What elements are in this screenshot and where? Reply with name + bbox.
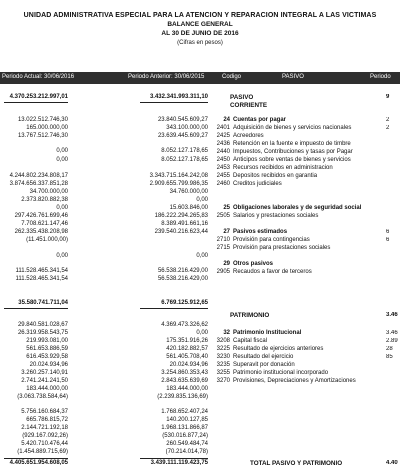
account-code: 27 bbox=[223, 229, 230, 235]
right-value: 3.46 bbox=[386, 330, 398, 336]
account-label: Provisiones, Depreciaciones y Amortizaciones bbox=[233, 378, 356, 384]
asset-value-actual: 665.786.815,72 bbox=[26, 417, 68, 423]
rule bbox=[140, 308, 208, 309]
asset-value-previous: 34.760.000,00 bbox=[169, 189, 208, 195]
asset-value-actual: 13.767.512.746,30 bbox=[17, 133, 68, 139]
total-liabilities-equity-label: TOTAL PASIVO Y PATRIMONIO bbox=[250, 460, 343, 467]
account-code: 2505 bbox=[216, 213, 230, 219]
account-code: 3230 bbox=[216, 354, 230, 360]
rule bbox=[4, 458, 68, 459]
rule bbox=[4, 102, 68, 103]
asset-value-actual: 2.741.241.241,50 bbox=[21, 378, 68, 384]
asset-value-previous: 1.768.652.407,24 bbox=[161, 409, 208, 415]
col-header-right: Periodo bbox=[370, 74, 391, 80]
asset-value-previous: 175.351.916,26 bbox=[166, 338, 208, 344]
right-value: 2 bbox=[386, 117, 390, 123]
account-code: 2425 bbox=[216, 133, 230, 139]
asset-value-previous: 239.540.216.623,44 bbox=[154, 229, 208, 235]
account-label: Anticipos sobre ventas de bienes y servicios bbox=[233, 157, 351, 163]
right-value: 6 bbox=[386, 237, 390, 243]
asset-value-previous: 23.840.545.609,27 bbox=[157, 117, 208, 123]
asset-value-previous: 186.222.294.265,83 bbox=[154, 213, 208, 219]
asset-value-previous: 15.603.846,00 bbox=[169, 205, 208, 211]
right-value: 6 bbox=[386, 229, 390, 235]
account-label: Depositos recibidos en garantia bbox=[233, 173, 318, 179]
asset-value-actual: 4.244.802.234.808,17 bbox=[9, 173, 68, 179]
account-code: 2401 bbox=[216, 125, 230, 131]
account-code: 3235 bbox=[216, 362, 230, 368]
asset-value-actual: (11.451.000,00) bbox=[26, 237, 68, 243]
asset-value-previous: 23.639.445.609,27 bbox=[157, 133, 208, 139]
asset-value-previous: 56.538.216.429,00 bbox=[157, 268, 208, 274]
asset-value-actual: 26.319.958.543,75 bbox=[17, 330, 68, 336]
asset-value-actual: (929.167.092,26) bbox=[22, 433, 68, 439]
account-code: 32 bbox=[223, 330, 230, 336]
asset-value-actual: 5.420.710.476,44 bbox=[21, 441, 68, 447]
rule bbox=[4, 308, 68, 309]
asset-value-previous: 3.343.715.164.242,08 bbox=[149, 173, 208, 179]
asset-value-actual: 0,00 bbox=[56, 157, 68, 163]
total-current-previous: 3.432.341.993.311,10 bbox=[149, 94, 208, 100]
asset-value-previous: 0,00 bbox=[196, 330, 208, 336]
account-code: 2440 bbox=[216, 149, 230, 155]
account-code: 2710 bbox=[216, 237, 230, 243]
asset-value-actual: 183.444.000,00 bbox=[26, 386, 68, 392]
account-label: Capital fiscal bbox=[233, 338, 268, 344]
account-label: Cuentas por pagar bbox=[233, 117, 287, 123]
account-label: Superavit por donación bbox=[233, 362, 295, 368]
account-code: 2905 bbox=[216, 269, 230, 275]
asset-value-previous: 2.909.655.799.986,35 bbox=[149, 181, 208, 187]
total-noncurrent-actual: 35.580.741.711,04 bbox=[18, 300, 68, 306]
asset-value-previous: (530.016.877,24) bbox=[162, 433, 208, 439]
asset-value-actual: (3.063.738.584,64) bbox=[17, 394, 68, 400]
asset-value-previous: 260.549.484,74 bbox=[166, 441, 208, 447]
account-label: Otros pasivos bbox=[233, 261, 274, 267]
right-value: 9 bbox=[386, 94, 390, 100]
asset-value-previous: 2.843.635.639,69 bbox=[161, 378, 208, 384]
right-value: 4.40 bbox=[386, 460, 398, 466]
right-value: 2 bbox=[386, 125, 390, 131]
account-code: 3208 bbox=[216, 338, 230, 344]
asset-value-actual: 0,00 bbox=[56, 253, 68, 259]
section-corriente: CORRIENTE bbox=[230, 102, 268, 109]
account-label: Provisión para prestaciones sociales bbox=[233, 245, 331, 251]
account-code: 3270 bbox=[216, 378, 230, 384]
asset-value-actual: 297.426.761.699,46 bbox=[14, 213, 68, 219]
section-patrimonio: PATRIMONIO bbox=[230, 312, 270, 319]
asset-value-actual: 0,00 bbox=[56, 205, 68, 211]
grand-total-previous: 3.439.111.119.423,75 bbox=[150, 460, 208, 466]
asset-value-actual: 0,00 bbox=[56, 148, 68, 154]
asset-value-actual: 29.840.581.028,67 bbox=[17, 322, 68, 328]
col-header-liability: PASIVO bbox=[282, 74, 304, 80]
asset-value-actual: 111.528.465.341,54 bbox=[15, 276, 68, 282]
asset-value-previous: 8.052.127.178,65 bbox=[161, 157, 208, 163]
total-noncurrent-previous: 6.769.125.912,65 bbox=[161, 300, 208, 306]
account-label: Adquisición de bienes y servicios nacionales bbox=[233, 125, 352, 131]
grand-total-actual: 4.405.651.954.608,05 bbox=[9, 460, 68, 466]
asset-value-actual: 20.024.934,96 bbox=[29, 362, 68, 368]
report-units: (Cifras en pesos) bbox=[177, 40, 223, 46]
account-label: Resultado de ejercicios anteriores bbox=[233, 346, 324, 352]
asset-value-previous: 561.405.708,40 bbox=[166, 354, 208, 360]
asset-value-actual: 111.528.465.341,54 bbox=[15, 268, 68, 274]
asset-value-previous: 0,00 bbox=[196, 197, 208, 203]
asset-value-previous: 420.182.882,57 bbox=[166, 346, 208, 352]
asset-value-actual: 219.993.081,00 bbox=[26, 338, 68, 344]
total-current-actual: 4.370.253.212.997,01 bbox=[9, 94, 68, 100]
account-label: Patrimonio institucional incorporado bbox=[233, 370, 329, 376]
asset-value-actual: 165.000.000,00 bbox=[26, 125, 68, 131]
asset-value-previous: 343.100.000,00 bbox=[166, 125, 208, 131]
account-label: Retención en la fuente e impuesto de timbre bbox=[233, 141, 351, 147]
asset-value-previous: 8.052.127.178,65 bbox=[161, 148, 208, 154]
asset-value-previous: 183.444.000,00 bbox=[166, 386, 208, 392]
asset-value-actual: 5.756.160.684,37 bbox=[21, 409, 68, 415]
account-code: 2436 bbox=[216, 141, 230, 147]
asset-value-previous: 56.538.216.429,00 bbox=[157, 276, 208, 282]
asset-value-actual: 262.335.438.208,98 bbox=[14, 229, 68, 235]
account-label: Acreedores bbox=[233, 133, 264, 139]
account-code: 2453 bbox=[216, 165, 230, 171]
right-value: 85 bbox=[386, 354, 393, 360]
account-label: Pasivos estimados bbox=[233, 229, 288, 235]
right-value: 3.46 bbox=[386, 312, 398, 318]
asset-value-actual: 7.708.621.147,46 bbox=[21, 221, 68, 227]
asset-value-actual: (1.454.889.715,69) bbox=[17, 449, 68, 455]
column-header-bar bbox=[0, 72, 400, 84]
asset-value-actual: 3.260.257.140,91 bbox=[21, 370, 68, 376]
asset-value-previous: 8.389.491.661,16 bbox=[161, 221, 208, 227]
account-label: Obligaciones laborales y de seguridad social bbox=[233, 205, 362, 211]
account-code: 2460 bbox=[216, 181, 230, 187]
account-label: Salarios y prestaciones sociales bbox=[233, 213, 319, 219]
asset-value-previous: 140.200.127,85 bbox=[166, 417, 208, 423]
rule bbox=[140, 458, 208, 459]
account-label: Creditos judiciales bbox=[233, 181, 282, 187]
account-code: 3255 bbox=[216, 370, 230, 376]
account-code: 24 bbox=[223, 117, 230, 123]
asset-value-previous: 1.968.131.866,87 bbox=[161, 425, 208, 431]
entity-title: UNIDAD ADMINISTRATIVA ESPECIAL PARA LA ATENCION Y REPARACION INTEGRAL A LAS VICTIMAS bbox=[23, 12, 377, 19]
account-label: Resultado del ejercicio bbox=[233, 354, 294, 360]
report-title: BALANCE GENERAL bbox=[167, 21, 233, 28]
asset-value-previous: 20.024.934,96 bbox=[169, 362, 208, 368]
account-label: Recursos recibidos en administracion bbox=[233, 165, 333, 171]
asset-value-previous: (2.239.835.136,69) bbox=[157, 394, 208, 400]
asset-value-previous: 3.254.860.353,43 bbox=[161, 370, 208, 376]
col-header-code: Codigo bbox=[222, 74, 242, 80]
asset-value-actual: 13.022.512.746,30 bbox=[17, 117, 68, 123]
asset-value-previous: (70.214.014,78) bbox=[165, 449, 208, 455]
asset-value-previous: 0,00 bbox=[196, 253, 208, 259]
account-code: 2715 bbox=[216, 245, 230, 251]
account-code: 29 bbox=[223, 261, 230, 267]
asset-value-previous: 4.369.473.326,62 bbox=[161, 322, 208, 328]
asset-value-actual: 561.653.886,59 bbox=[26, 346, 68, 352]
rule bbox=[140, 102, 208, 103]
account-label: Provisión para contingencias bbox=[233, 237, 310, 243]
asset-value-actual: 3.874.656.337.851,28 bbox=[9, 181, 68, 187]
asset-value-actual: 2.373.820.882,38 bbox=[21, 197, 68, 203]
account-code: 3225 bbox=[216, 346, 230, 352]
asset-value-actual: 34.700.000,00 bbox=[29, 189, 68, 195]
account-label: Patrimonio Institucional bbox=[233, 330, 302, 336]
account-code: 2450 bbox=[216, 157, 230, 163]
account-code: 2455 bbox=[216, 173, 230, 179]
asset-value-actual: 616.453.929,58 bbox=[26, 354, 68, 360]
account-label: Recaudos a favor de terceros bbox=[233, 269, 312, 275]
account-code: 25 bbox=[223, 205, 230, 211]
report-date: AL 30 DE JUNIO DE 2016 bbox=[161, 30, 239, 37]
account-label: Impuestos, Contribuciones y tasas por Pagar bbox=[233, 149, 353, 155]
right-value: 2.89 bbox=[386, 338, 398, 344]
col-header-actual: Periodo Actual: 30/06/2016 bbox=[2, 74, 75, 80]
col-header-previous: Periodo Anterior: 30/06/2015 bbox=[128, 74, 205, 80]
section-pasivo: PASIVO bbox=[230, 94, 254, 101]
right-value: 28 bbox=[386, 346, 393, 352]
asset-value-actual: 2.144.721.192,18 bbox=[21, 425, 68, 431]
